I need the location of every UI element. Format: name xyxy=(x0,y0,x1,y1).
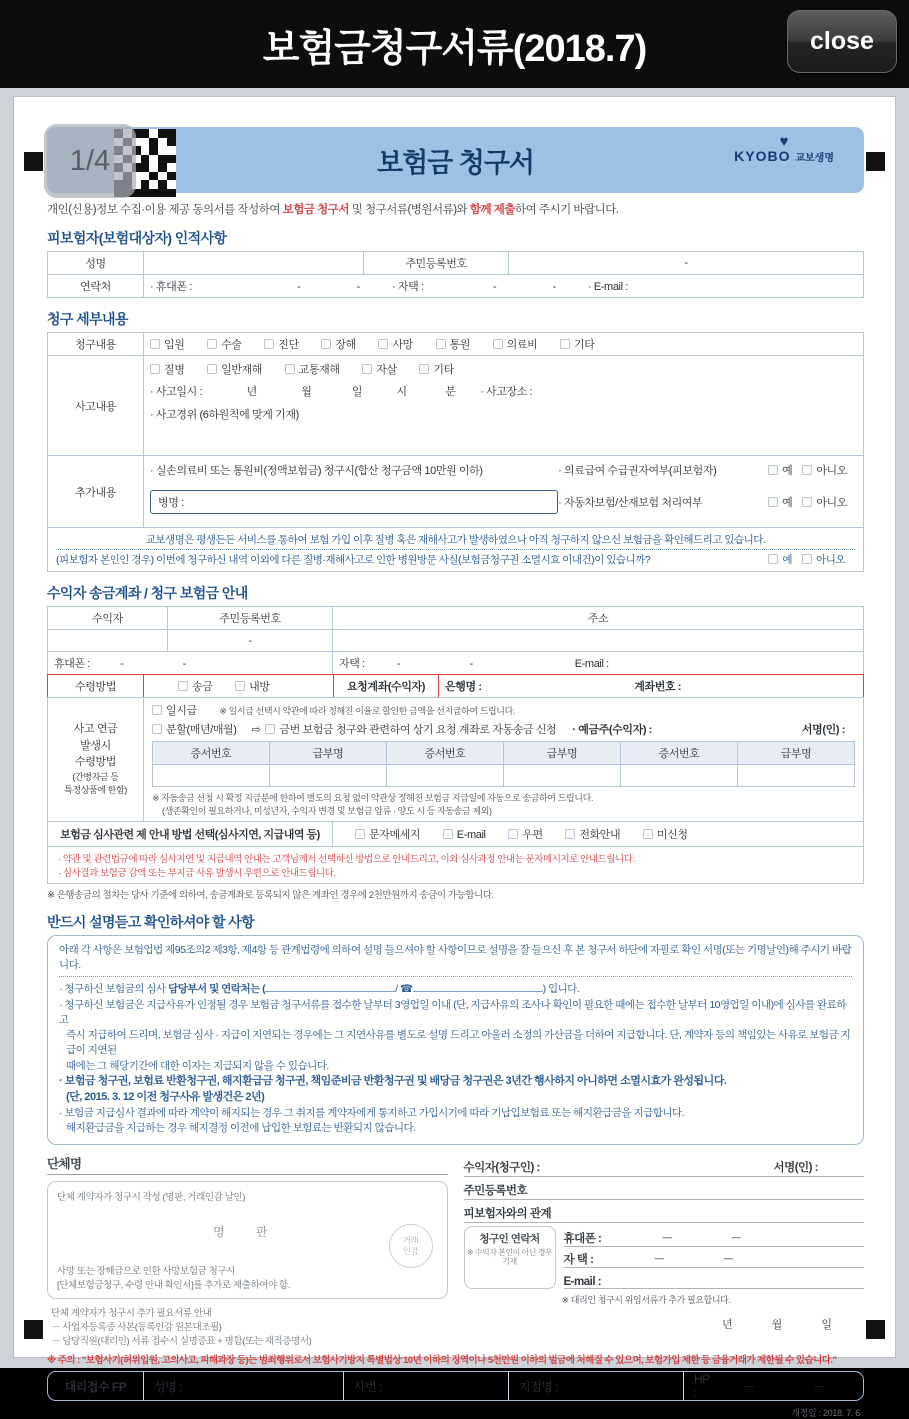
receipt-method-table xyxy=(47,674,864,698)
beneficiary-table xyxy=(47,606,864,675)
claimant-name-label: 수익자(청구인) : xyxy=(463,1162,540,1175)
checkbox-icon[interactable] xyxy=(362,364,372,374)
insured-home-label: · 자택 : xyxy=(391,281,424,293)
table-row xyxy=(153,742,855,765)
table-row xyxy=(48,456,864,528)
beneficiary-mobile-dash-2: - xyxy=(182,658,186,670)
bird-icon: ♥ xyxy=(779,133,789,150)
cert-header-4: 증서번호 xyxy=(621,742,738,765)
lead-highlight-1: 보험금 청구서 xyxy=(282,204,350,216)
checkbox-accident-3[interactable] xyxy=(362,361,396,377)
checkbox-guide-2[interactable] xyxy=(508,826,542,842)
checkbox-claim-0[interactable] xyxy=(150,336,184,352)
fp-receipt-bar[interactable] xyxy=(47,1371,864,1401)
group-after-note-2: － 사업자등록증 사본(등록인감 원본대조필) xyxy=(51,1322,222,1334)
annuity-lump-row[interactable] xyxy=(152,702,855,718)
table-row xyxy=(48,847,864,884)
checkbox-guide-0[interactable] xyxy=(355,826,420,842)
account-holder-label: · 예금주(수익자) : xyxy=(572,724,653,736)
checkbox-label: 예 xyxy=(782,465,793,477)
checkbox-label: 교통재해 xyxy=(298,364,340,376)
table-row xyxy=(48,822,864,847)
insured-rrn-label: 주민등록번호 xyxy=(364,252,509,275)
auto-insurance-question: · 자동차보험/산재보험 처리여부 xyxy=(558,497,703,509)
claimant-proxy-note: ※ 대리인 청구시 위임서류가 추가 필요합니다. xyxy=(561,1295,731,1306)
checkbox-icon[interactable] xyxy=(321,339,331,349)
extra-content-label: 추가내용 xyxy=(48,456,144,528)
document-body xyxy=(14,97,897,1419)
beneficiary-header-rrn: 주민등록번호 xyxy=(168,607,333,630)
claim-notice-1: 교보생명은 평생든든 서비스를 통하여 보험 가입 이후 질병 혹은 재해사고가 발생하였으나 아직 청구하지 않으신 보험금을 확인해드리고 있습니다. xyxy=(145,534,766,546)
annuity-split-row[interactable] xyxy=(152,721,855,737)
group-stamp-box[interactable] xyxy=(47,1181,448,1299)
lead-part-1: 개인(신용)정보 수집·이용 제공 동의서를 작성하여 xyxy=(47,204,283,216)
dept-input-2[interactable] xyxy=(413,991,543,992)
accident-place-label: · 사고장소 : xyxy=(480,386,533,398)
cert-value-3[interactable] xyxy=(504,765,621,787)
group-after-note-3: － 담당직원(대리인) 서류 접수시 실명증표 + 명함(또는 재직증명서) xyxy=(51,1336,312,1348)
checkbox-transfer[interactable] xyxy=(178,678,212,694)
checkbox-notice-yes[interactable] xyxy=(768,552,792,567)
section-heading-claim: 청구 세부내용 xyxy=(47,311,128,327)
guide-red-note-1: · 약관 및 관련법규에 따라 심사지연 및 지급내역 안내는 고객님께서 선택하신 방법으로 안내드리고, 이외 심사과정 안내는 문자메시지로 안내드립니다. xyxy=(58,854,635,865)
unit-year: 년 xyxy=(246,386,257,398)
checkbox-icon[interactable] xyxy=(264,339,274,349)
unit-minute: 분 xyxy=(445,386,456,398)
insured-contact-value[interactable] xyxy=(144,275,864,298)
table-row xyxy=(48,275,864,298)
cert-value-1[interactable] xyxy=(270,765,387,787)
auto-transfer-note-2: (생존확인이 필요하거나, 미성년자, 수익자 변경 및 보험금 압류 · 양도 시 등 자동송금 제외) xyxy=(162,806,492,816)
explain-b1-prefix: · 청구하신 보험금의 심사 xyxy=(59,983,169,996)
brand-name: KYOBO xyxy=(734,148,791,164)
account-number-label: 계좌번호 : xyxy=(634,681,682,693)
disease-name-field[interactable] xyxy=(150,490,558,514)
fp-hp-label: HP : xyxy=(694,1372,710,1401)
claimant-home-row[interactable] xyxy=(564,1247,865,1268)
checkbox-label: 질병 xyxy=(164,364,185,376)
insured-table xyxy=(47,251,864,298)
beneficiary-email-label: E-mail : xyxy=(574,658,609,670)
requested-account-label: 요청계좌(수익자) xyxy=(334,675,439,698)
cert-value-0[interactable] xyxy=(153,765,270,787)
insured-email-label: · E-mail : xyxy=(587,281,628,293)
checkbox-label: 문자메세지 xyxy=(369,829,421,841)
checkbox-split[interactable] xyxy=(152,721,237,737)
accident-datetime-label: · 사고일시 : xyxy=(150,386,203,398)
checkbox-icon[interactable] xyxy=(643,829,653,839)
checkbox-icon[interactable] xyxy=(493,339,503,349)
receipt-method-options[interactable] xyxy=(144,675,334,698)
claimant-email-row[interactable] xyxy=(564,1268,865,1289)
annuity-label-line-4: (간병자금 등 xyxy=(72,771,119,782)
claimant-home-label: 자 택 : xyxy=(563,1254,594,1267)
beneficiary-address-value[interactable] xyxy=(333,630,864,652)
cert-header-2: 증서번호 xyxy=(387,742,504,765)
claimant-mobile-dash-2: － xyxy=(730,1233,742,1246)
table-row xyxy=(48,333,864,356)
table-row xyxy=(48,675,864,698)
beneficiary-home-email-cell[interactable] xyxy=(333,652,864,675)
checkbox-label: 의료비 xyxy=(506,339,538,351)
lead-part-3: 하여 주시기 바랍니다. xyxy=(515,204,619,216)
explain-bullet-2: · 청구하신 보험금은 지급사유가 인정될 경우 보험금 청구서류를 접수한 날부터 3영업일 이내 (단, 지급사유의 조사나 확인이 필요한 때에는 접수한 날부터 10영업일 이내)에 심사를 완료하고 xyxy=(59,998,846,1026)
checkbox-claim-4[interactable] xyxy=(378,336,412,352)
table-row xyxy=(48,356,864,456)
claimant-signature-label: 서명(인) : xyxy=(773,1162,818,1175)
unit-month: 월 xyxy=(301,386,312,398)
checkbox-icon[interactable] xyxy=(436,339,446,349)
cert-header-1: 급부명 xyxy=(270,742,387,765)
explain-bullet-2c: 때에는 그 해당기간에 대한 이자는 지급되지 않을 수 있습니다. xyxy=(66,1059,329,1072)
beneficiary-mobile-cell[interactable] xyxy=(48,652,333,675)
claimant-mobile-dash-1: － xyxy=(661,1233,673,1246)
fp-hp-dash-1: － xyxy=(743,1379,756,1394)
table-row xyxy=(48,528,864,572)
claimant-relation-row[interactable] xyxy=(464,1200,865,1223)
checkbox-icon[interactable] xyxy=(178,681,188,691)
group-stamp-text: 명 판 xyxy=(212,1225,282,1240)
claimant-column xyxy=(464,1154,865,1347)
checkbox-icon[interactable] xyxy=(443,829,453,839)
checkbox-label: E-mail xyxy=(456,829,486,841)
insured-contact-label: 연락처 xyxy=(48,275,144,298)
table-row xyxy=(48,630,864,652)
section-heading-insured: 피보험자(보험대상자) 인적사항 xyxy=(47,230,227,246)
claim-content-label: 청구내용 xyxy=(48,333,144,356)
claimant-contact-tag-note: ※ 수익자 본인이 아닌 경우 기재 xyxy=(466,1247,553,1267)
checkbox-guide-4[interactable] xyxy=(643,826,688,842)
explain-b1-mid: / ☎ xyxy=(395,983,413,996)
checkbox-icon[interactable] xyxy=(152,705,162,715)
checkbox-icon[interactable] xyxy=(355,829,365,839)
checkbox-icon[interactable] xyxy=(285,364,295,374)
dotted-divider xyxy=(56,549,855,550)
claimant-home-dash-2: － xyxy=(722,1254,734,1267)
checkbox-label: 금번 보험금 청구와 관련하여 상기 요청 계좌로 자동송금 신청 xyxy=(279,724,557,736)
claimant-home-dash-1: － xyxy=(653,1254,665,1267)
checkbox-icon[interactable] xyxy=(802,554,812,564)
checkbox-icon[interactable] xyxy=(207,364,217,374)
checkbox-auto-transfer[interactable] xyxy=(265,721,556,737)
title-bar xyxy=(0,0,909,88)
beneficiary-home-label: 자택 : xyxy=(339,658,365,670)
claimant-contact-tag-label: 청구인 연락처 xyxy=(479,1233,540,1246)
checkbox-claim-6[interactable] xyxy=(493,336,538,352)
checkbox-label: 분할(매년/매월) xyxy=(166,724,237,736)
checkbox-label: 송금 xyxy=(192,681,213,693)
bottom-area xyxy=(47,1154,864,1347)
section-heading-beneficiary: 수익자 송금계좌 / 청구 보험금 안내 xyxy=(47,585,248,601)
beneficiary-rrn-value[interactable]: - xyxy=(168,630,333,652)
checkbox-medical-no[interactable] xyxy=(802,462,847,478)
checkbox-label: 기타 xyxy=(433,364,454,376)
checkbox-claim-2[interactable] xyxy=(264,336,298,352)
group-box-line-1: 단체 계약자가 청구시 작성 (명판, 거래인감 날인) xyxy=(57,1192,245,1204)
checkbox-icon[interactable] xyxy=(150,339,160,349)
seal-icon xyxy=(389,1224,433,1268)
checkbox-label: 예 xyxy=(782,497,793,509)
checkbox-accident-0[interactable] xyxy=(150,361,184,377)
claimant-email-label: E-mail : xyxy=(563,1276,602,1289)
checkbox-icon[interactable] xyxy=(802,497,812,507)
explain-b1-suffix: ) 입니다. xyxy=(542,983,580,996)
checkbox-icon[interactable] xyxy=(802,465,812,475)
explain-intro: 아래 각 사항은 보험업법 제95조의2 제3항, 제4항 등 관계법령에 의하여 설명 들으셔야 할 사항이므로 설명을 잘 들으신 후 본 청구서 하단에 자필로 확인 서명(또는 기명날인)해 주시기 바랍니다. xyxy=(59,944,852,972)
checkbox-label: 미신청 xyxy=(656,829,688,841)
checkbox-icon[interactable] xyxy=(378,339,388,349)
medical-benefit-question: · 의료급여 수급권자여부(피보험자) xyxy=(558,465,717,477)
explain-bullet-4b: 해지환급금을 지급하는 경우 해지결정 이전에 납입한 보험료는 반환되지 않습니다. xyxy=(66,1121,416,1134)
guide-method-label: 보험금 심사관련 제 안내 방법 선택(심사지연, 지급내역 등) xyxy=(48,822,333,846)
checkbox-label: 아니오 xyxy=(816,554,845,566)
revision-date: 개정일 : 2018. 7. 6 xyxy=(791,1408,860,1419)
explain-b1-bold: 담당부서 및 연락처는 ( xyxy=(168,983,266,996)
checkbox-label: 수술 xyxy=(221,339,242,351)
explain-box xyxy=(47,935,864,1145)
checkbox-label: 아니오 xyxy=(816,465,847,477)
checkbox-accident-1[interactable] xyxy=(207,361,262,377)
checkbox-accident-2[interactable] xyxy=(285,361,340,377)
page-indicator: 1/4 xyxy=(44,124,136,198)
bank-name-label: 은행명 : xyxy=(445,681,482,693)
explain-bullet-3b: (단, 2015. 3. 12 이전 청구사유 발생건은 2년) xyxy=(66,1090,265,1103)
explain-bullet-4: · 보험금 지급심사 결과에 따라 계약이 해지되는 경우 그 취지를 계약자에게 통지하고 가입시기에 따라 기납입보험료 또는 해지환급금을 지급합니다. xyxy=(59,1106,685,1119)
dept-input-1[interactable] xyxy=(265,991,395,992)
checkbox-label: 예 xyxy=(782,554,793,566)
arrow-icon: ⇨ xyxy=(251,723,261,736)
checkbox-label: 기타 xyxy=(574,339,595,351)
lead-highlight-2: 함께 제출 xyxy=(469,204,515,216)
checkbox-accident-4[interactable] xyxy=(419,361,453,377)
lead-text xyxy=(47,201,864,217)
beneficiary-home-dash-2: - xyxy=(469,658,473,670)
cert-value-4[interactable] xyxy=(621,765,738,787)
accident-content-cell[interactable] xyxy=(144,356,864,456)
insured-mobile-dash-1: - xyxy=(297,281,301,293)
claim-notice-2: (피보험자 본인인 경우) 이번에 청구하신 내역 이외에 다른 질병·재해사고로 인한 병원방문 사실(보험금청구권 소멸시효 이내건)이 있습니까? xyxy=(56,554,651,566)
lump-sum-note: ※ 일시급 선택시 약관에 따라 정해진 이율로 할인한 금액을 선지급하여 드립니다. xyxy=(219,706,516,716)
claimant-rrn-label: 주민등록번호 xyxy=(463,1185,528,1198)
fp-name-field[interactable]: 성명 : xyxy=(144,1372,344,1400)
seal-line-2: 인감 xyxy=(402,1246,419,1257)
checkbox-label: 진단 xyxy=(278,339,299,351)
explain-bullet-1[interactable] xyxy=(59,982,852,997)
claim-notice-cell[interactable] xyxy=(48,528,864,572)
disease-name-label[interactable]: 병명 : xyxy=(150,490,558,514)
checkbox-guide-3[interactable] xyxy=(565,826,620,842)
lead-part-2: 및 청구서류(병원서류)와 xyxy=(349,204,470,216)
annuity-table xyxy=(47,697,864,884)
checkbox-guide-1[interactable] xyxy=(443,829,486,841)
checkbox-icon[interactable] xyxy=(560,339,570,349)
group-name-rule xyxy=(47,1174,448,1175)
guide-method-cell xyxy=(48,822,864,847)
checkbox-icon[interactable] xyxy=(265,724,275,734)
checkbox-label: 사망 xyxy=(392,339,413,351)
accident-type-checkbox-group[interactable] xyxy=(150,361,857,377)
insured-home-dash-2: - xyxy=(552,281,556,293)
insured-home-dash-1: - xyxy=(492,281,497,293)
table-row xyxy=(153,765,855,787)
bank-transfer-footnote: ※ 은행송금의 절차는 당사 기준에 의하여, 송금계좌로 등록되지 않은 계좌인 경우에 2천만원까지 송금이 가능합니다. xyxy=(47,890,494,901)
extra-content-cell[interactable] xyxy=(144,456,864,528)
claimant-rrn-row[interactable] xyxy=(464,1177,865,1200)
checkbox-auto-yes[interactable] xyxy=(768,494,792,510)
guide-red-notes-cell xyxy=(48,847,864,884)
table-row xyxy=(48,607,864,630)
fp-code-field[interactable]: 사번 : xyxy=(344,1372,509,1400)
guide-red-note-2: · 심사결과 보험금 감액 또는 부지급 사유 발생시 우편으로 안내드립니다. xyxy=(58,868,336,879)
checkbox-label: 장해 xyxy=(335,339,356,351)
checkbox-label: 통원 xyxy=(449,339,470,351)
cert-header-0: 증서번호 xyxy=(153,742,270,765)
checkbox-notice-no[interactable] xyxy=(802,552,845,567)
beneficiary-header-name: 수익자 xyxy=(48,607,168,630)
beneficiary-header-address: 주소 xyxy=(333,607,864,630)
checkbox-label: 자살 xyxy=(376,364,397,376)
claim-table xyxy=(47,332,864,572)
document-page[interactable] xyxy=(13,96,896,1419)
checkbox-icon[interactable] xyxy=(419,364,429,374)
checkbox-lump-sum[interactable] xyxy=(152,702,197,718)
checkbox-label: 아니오 xyxy=(816,497,847,509)
checkbox-icon[interactable] xyxy=(152,724,162,734)
checkbox-icon[interactable] xyxy=(508,829,518,839)
checkbox-medical-yes[interactable] xyxy=(768,462,792,478)
auto-transfer-note-1: ※ 자동송금 신청 시 확정 지급분에 한하여 별도의 요청 없이 약관상 정해진 보험금 지급일에 자동으로 송금하여 드립니다. xyxy=(152,793,593,803)
cert-value-2[interactable] xyxy=(387,765,504,787)
checkbox-icon[interactable] xyxy=(768,554,778,564)
checkbox-label: 우편 xyxy=(522,829,543,841)
section-heading-explain: 반드시 설명듣고 확인하셔야 할 사항 xyxy=(47,914,255,930)
annuity-method-label xyxy=(48,698,144,822)
checkbox-claim-1[interactable] xyxy=(207,336,241,352)
annuity-label-line-5: 특정상품에 한함) xyxy=(64,785,127,796)
checkbox-icon[interactable] xyxy=(235,681,245,691)
accident-datetime-row[interactable] xyxy=(150,383,857,399)
insured-mobile-label: · 휴대폰 : xyxy=(150,281,192,293)
dotted-divider xyxy=(59,976,852,977)
annuity-label-line-2: 발생시 xyxy=(80,739,111,752)
group-after-note-1: 단체 계약자가 청구시 추가 필요서류 안내 xyxy=(51,1308,212,1320)
window-title: 보험금청구서류(2018.7) xyxy=(262,27,647,70)
accident-detail-label: · 사고경위 (6하원칙에 맞게 기재) xyxy=(150,409,299,421)
explain-bullet-2b: 즉시 지급하여 드리며, 보험금 심사 · 지급이 지연되는 경우에는 그 지연사유를 별도로 설명 드리고 아울러 소정의 가산금을 더하여 지급합니다. 단, 계약자 등의 책임있는 사유로 보험금 지급이 지연된 xyxy=(66,1029,851,1057)
close-button[interactable]: close xyxy=(787,10,897,73)
checkbox-label: 입원 xyxy=(164,339,185,351)
claimant-contact-block xyxy=(464,1226,865,1289)
beneficiary-home-dash-1: - xyxy=(396,658,401,670)
checkbox-icon[interactable] xyxy=(768,497,778,507)
certificate-table xyxy=(152,741,855,787)
checkbox-icon[interactable] xyxy=(150,364,160,374)
bank-account-cell[interactable] xyxy=(439,675,864,698)
document-title: 보험금 청구서 xyxy=(377,147,534,178)
unit-day: 일 xyxy=(351,386,363,398)
beneficiary-mobile-label: 휴대폰 : xyxy=(54,658,90,670)
annuity-label-line-1: 사고 연금 xyxy=(73,723,118,736)
group-column xyxy=(47,1154,448,1347)
extra-line-1: · 실손의료비 또는 통원비(정액보험금) 청구시(합산 청구금액 10만원 이하) xyxy=(150,465,483,477)
fp-label: 대리접수 FP xyxy=(48,1372,144,1400)
annuity-content-cell[interactable] xyxy=(144,698,864,822)
beneficiary-mobile-dash-1: - xyxy=(120,658,124,670)
checkbox-label: 일반재해 xyxy=(221,364,263,376)
accident-content-label: 사고내용 xyxy=(48,356,144,456)
table-row xyxy=(48,252,864,275)
checkbox-label: 내방 xyxy=(249,681,270,693)
checkbox-claim-7[interactable] xyxy=(560,336,594,352)
claimant-name-row[interactable] xyxy=(464,1154,865,1177)
claim-type-checkbox-group[interactable] xyxy=(144,333,864,356)
checkbox-label: 전화안내 xyxy=(579,829,621,841)
checkbox-icon[interactable] xyxy=(768,465,778,475)
fraud-warning: ※ 주의 : "보험사기(허위입원, 고의사고, 피해과장 등)는 범죄행위로서 보험사기방지 특별법상 10년 이하의 징역이나 5천만원 이하의 벌금에 처해질 수 있으며, 보험가입 제한 등 금융거래가 제한될 수 있습니다." xyxy=(47,1355,837,1367)
annuity-signature-label: 서명(인) : xyxy=(801,724,845,736)
checkbox-label: 일시급 xyxy=(166,705,197,717)
fp-hp-dash-2: － xyxy=(812,1379,825,1394)
table-row xyxy=(48,652,864,675)
receipt-method-label: 수령방법 xyxy=(48,675,144,698)
explain-bullet-3: · 보험금 청구권, 보험료 반환청구권, 해지환급금 청구권, 책임준비금 반환청구권 및 배당금 청구권은 3년간 행사하지 아니하면 소멸시효가 완성됩니다. xyxy=(59,1074,727,1087)
checkbox-claim-5[interactable] xyxy=(436,336,470,352)
checkbox-visit[interactable] xyxy=(235,678,269,694)
table-row xyxy=(48,698,864,822)
kyobo-logo xyxy=(734,135,834,164)
unit-hour: 시 xyxy=(396,386,407,398)
claimant-relation-label: 피보험자와의 관계 xyxy=(463,1208,552,1221)
cert-value-5[interactable] xyxy=(738,765,855,787)
fp-branch-field[interactable]: 지점명 : xyxy=(509,1372,684,1400)
group-box-line-3: [단체보험금청구, 수령 안내 확인서]를 추가로 제출하여야 함. xyxy=(57,1280,291,1292)
claimant-date-line[interactable]: 년 월 일 xyxy=(722,1319,850,1332)
claimant-mobile-label: 휴대폰 : xyxy=(563,1233,602,1246)
claimant-contact-tag xyxy=(464,1226,556,1289)
insured-rrn-value[interactable]: - xyxy=(509,252,864,275)
annuity-label-line-3: 수령방법 xyxy=(75,756,116,769)
cert-header-5: 급부명 xyxy=(738,742,855,765)
seal-line-1: 거래 xyxy=(402,1235,419,1246)
cert-header-3: 급부명 xyxy=(504,742,621,765)
checkbox-icon[interactable] xyxy=(207,339,217,349)
fp-hp-field[interactable] xyxy=(684,1372,863,1400)
insured-name-label: 성명 xyxy=(48,252,144,275)
beneficiary-name-value[interactable] xyxy=(48,630,168,652)
brand-name-kr: 교보생명 xyxy=(795,153,834,164)
insured-name-value[interactable] xyxy=(144,252,364,275)
group-name-heading: 단체명 xyxy=(47,1157,82,1172)
group-box-line-2: 사망 또는 장해급으로 인한 사망보험금 청구시 xyxy=(57,1266,235,1278)
checkbox-auto-no[interactable] xyxy=(802,494,847,510)
checkbox-claim-3[interactable] xyxy=(321,336,355,352)
claimant-mobile-row[interactable] xyxy=(564,1226,865,1247)
insured-mobile-dash-2: - xyxy=(356,281,360,293)
checkbox-icon[interactable] xyxy=(565,829,575,839)
claimant-contact-rows xyxy=(564,1226,865,1289)
